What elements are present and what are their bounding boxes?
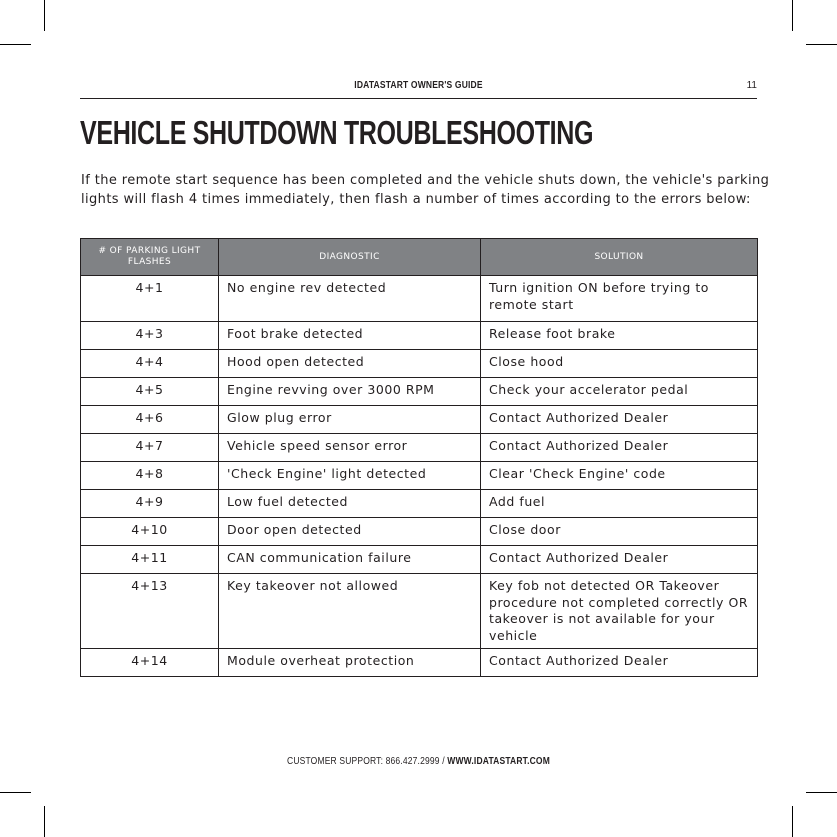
solution-cell: Contact Authorized Dealer bbox=[481, 434, 758, 462]
column-header-solution: SOLUTION bbox=[481, 239, 758, 276]
crop-mark bbox=[0, 44, 31, 45]
solution-cell: Contact Authorized Dealer bbox=[481, 406, 758, 434]
table-row bbox=[81, 546, 758, 574]
crop-mark bbox=[806, 44, 837, 45]
solution-cell: Clear 'Check Engine' code bbox=[481, 462, 758, 490]
flash-count-cell: 4+10 bbox=[81, 518, 219, 546]
page-number: 11 bbox=[746, 80, 757, 91]
flash-count-cell: 4+6 bbox=[81, 406, 219, 434]
diagnostic-cell: Low fuel detected bbox=[219, 490, 481, 518]
table-row bbox=[81, 574, 758, 649]
solution-cell: Contact Authorized Dealer bbox=[481, 649, 758, 677]
diagnostic-cell: Glow plug error bbox=[219, 406, 481, 434]
solution-cell: Close hood bbox=[481, 350, 758, 378]
solution-cell: Close door bbox=[481, 518, 758, 546]
intro-paragraph: If the remote start sequence has been completed and the vehicle shuts down, the vehicle's parking lights will flash 4 times immediately, then flash a number of times according to the errors below: bbox=[81, 173, 770, 207]
flash-count-cell: 4+14 bbox=[81, 649, 219, 677]
column-header-flashes: # OF PARKING LIGHT FLASHES bbox=[81, 239, 219, 276]
crop-mark bbox=[44, 806, 45, 837]
diagnostic-cell: Engine revving over 3000 RPM bbox=[219, 378, 481, 406]
flash-count-cell: 4+11 bbox=[81, 546, 219, 574]
diagnostic-cell: No engine rev detected bbox=[219, 276, 481, 322]
flash-count-cell: 4+1 bbox=[81, 276, 219, 322]
table-header-row bbox=[81, 239, 758, 276]
crop-mark bbox=[806, 792, 837, 793]
solution-cell: Check your accelerator pedal bbox=[481, 378, 758, 406]
diagnostic-cell: Module overheat protection bbox=[219, 649, 481, 677]
flash-count-cell: 4+9 bbox=[81, 490, 219, 518]
flash-count-cell: 4+4 bbox=[81, 350, 219, 378]
website-link[interactable]: WWW.IDATASTART.COM bbox=[447, 756, 550, 767]
flash-count-cell: 4+3 bbox=[81, 322, 219, 350]
flash-count-cell: 4+8 bbox=[81, 462, 219, 490]
solution-cell: Key fob not detected OR Takeover procedure not completed correctly OR takeover is not available for your vehicle bbox=[481, 574, 758, 649]
table-row bbox=[81, 322, 758, 350]
diagnostic-cell: CAN communication failure bbox=[219, 546, 481, 574]
header-rule bbox=[80, 98, 757, 99]
flash-count-cell: 4+13 bbox=[81, 574, 219, 649]
troubleshooting-table bbox=[80, 238, 758, 677]
diagnostic-cell: Vehicle speed sensor error bbox=[219, 434, 481, 462]
solution-cell: Add fuel bbox=[481, 490, 758, 518]
diagnostic-cell: Foot brake detected bbox=[219, 322, 481, 350]
table-row bbox=[81, 518, 758, 546]
diagnostic-cell: Key takeover not allowed bbox=[219, 574, 481, 649]
table-row bbox=[81, 350, 758, 378]
crop-mark bbox=[792, 806, 793, 837]
table-row bbox=[81, 378, 758, 406]
diagnostic-cell: 'Check Engine' light detected bbox=[219, 462, 481, 490]
column-header-diagnostic: DIAGNOSTIC bbox=[219, 239, 481, 276]
solution-cell: Release foot brake bbox=[481, 322, 758, 350]
crop-mark bbox=[792, 0, 793, 31]
diagnostic-cell: Door open detected bbox=[219, 518, 481, 546]
support-phone: CUSTOMER SUPPORT: 866.427.2999 / bbox=[287, 756, 448, 767]
flash-count-cell: 4+5 bbox=[81, 378, 219, 406]
crop-mark bbox=[44, 0, 45, 31]
page-footer bbox=[233, 756, 604, 767]
page-title: VEHICLE SHUTDOWN TROUBLESHOOTING bbox=[80, 114, 594, 151]
crop-mark bbox=[0, 792, 31, 793]
running-header: IDATASTART OWNER'S GUIDE bbox=[354, 80, 483, 91]
table-row bbox=[81, 649, 758, 677]
table-row bbox=[81, 406, 758, 434]
table-row bbox=[81, 434, 758, 462]
table-row bbox=[81, 462, 758, 490]
flash-count-cell: 4+7 bbox=[81, 434, 219, 462]
solution-cell: Contact Authorized Dealer bbox=[481, 546, 758, 574]
diagnostic-cell: Hood open detected bbox=[219, 350, 481, 378]
table-row bbox=[81, 276, 758, 322]
table-row bbox=[81, 490, 758, 518]
solution-cell: Turn ignition ON before trying to remote start bbox=[481, 276, 758, 322]
